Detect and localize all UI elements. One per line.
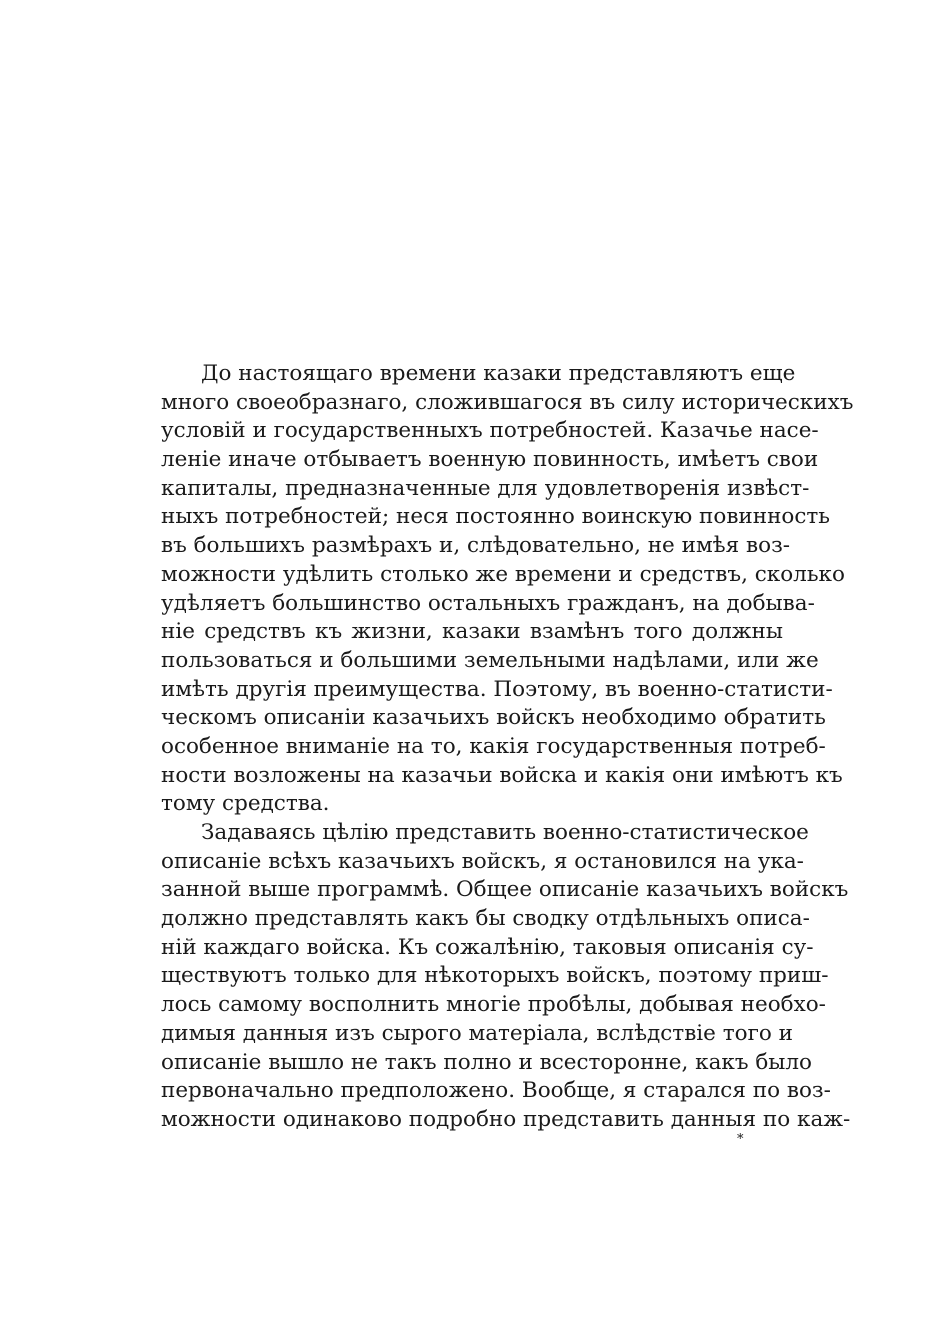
text-line: должно представлять какъ бы сводку отдѣльныхъ описа- <box>161 906 810 932</box>
text-line: Задаваясь цѣлію представить военно-статистическое <box>201 820 809 845</box>
text-line: ности возложены на казачьи войска и какія они имѣютъ къ <box>161 762 843 788</box>
signature-mark: * <box>737 1132 744 1147</box>
text-line: тому средства. <box>161 791 330 817</box>
text-line: описаніе вышло не такъ полно и всесторонне, какъ было <box>161 1049 812 1075</box>
text-line: ществуютъ только для нѣкоторыхъ войскъ, поэтому приш- <box>161 963 829 989</box>
text-line: описаніе всѣхъ казачьихъ войскъ, я остановился на ука- <box>161 848 804 874</box>
text-line: ній каждаго войска. Къ сожалѣнію, таковыя описанія су- <box>161 934 814 960</box>
text-line: димыя данныя изъ сырого матеріала, вслѣдствіе того и <box>161 1020 793 1046</box>
text-line: въ большихъ размѣрахъ и, слѣдовательно, не имѣя воз- <box>161 533 791 559</box>
text-line: можности удѣлить столько же времени и средствъ, сколько <box>161 561 845 587</box>
body-text <box>161 360 854 1135</box>
text-line: пользоваться и большими земельными надѣлами, или же <box>161 647 819 673</box>
text-line: удѣляетъ большинство остальныхъ гражданъ, на добыва- <box>161 590 815 616</box>
text-line: ческомъ описаніи казачьихъ войскъ необходимо обратить <box>161 705 826 731</box>
text-line: ныхъ потребностей; неся постоянно воинскую повинность <box>161 504 831 530</box>
text-line: особенное вниманіе на то, какія государственныя потреб- <box>161 733 826 759</box>
text-line: занной выше программѣ. Общее описаніе казачьихъ войскъ <box>161 877 849 903</box>
text-line: условій и государственныхъ потребностей. Казачье насе- <box>161 418 819 444</box>
text-line: капиталы, предназначенные для удовлетворенія извѣст- <box>161 475 810 501</box>
text-line: можности одинаково подробно представить данныя по каж- <box>161 1106 851 1132</box>
text-line: До настоящаго времени казаки представляютъ еще <box>201 361 796 386</box>
text-line: имѣть другія преимущества. Поэтому, въ военно-статисти- <box>161 676 833 702</box>
text-line: первоначально предположено. Вообще, я старался по воз- <box>161 1078 831 1104</box>
text-line: леніе иначе отбываетъ военную повинность, имѣетъ свои <box>161 447 819 473</box>
text-line: много своеобразнаго, сложившагося въ силу историческихъ <box>161 389 854 415</box>
text-line: лось самому восполнить многіе пробѣлы, добывая необхо- <box>161 992 826 1018</box>
text-line: ніе средствъ къ жизни, казаки взамѣнъ того должны <box>161 619 783 645</box>
